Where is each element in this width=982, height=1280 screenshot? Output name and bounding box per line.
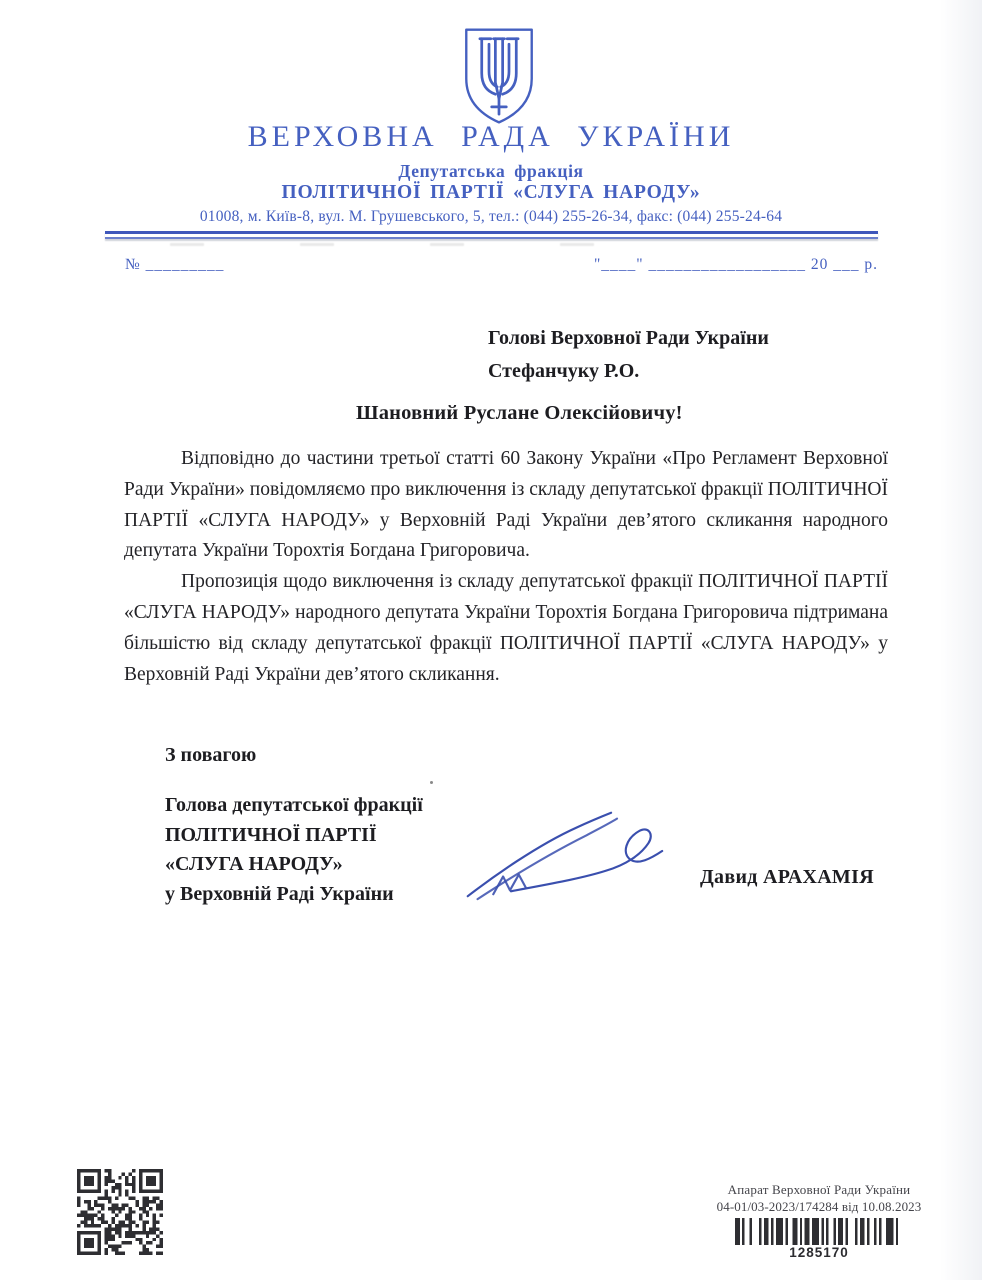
closing-regards: З повагою: [165, 744, 257, 766]
recipient-line-2: Стефанчуку Р.О.: [488, 360, 640, 382]
document-number-blank: № _________: [125, 256, 225, 273]
signer-name: Давид АРАХАМІЯ: [700, 866, 874, 888]
faction-subtitle: Депутатська фракція: [398, 161, 584, 181]
signer-title-line-1: Голова депутатської фракції: [165, 794, 423, 816]
organization-title: ВЕРХОВНА РАДА УКРАЇНИ: [247, 120, 735, 153]
letter-body: [124, 444, 888, 690]
barcode: [735, 1218, 903, 1245]
recipient-line-1: Голові Верховної Ради України: [488, 327, 769, 349]
registration-stamp: [708, 1182, 930, 1260]
address-line: 01008, м. Київ-8, вул. М. Грушевського, 5, тел.: (044) 255-26-34, факс: (044) 255-24-64: [199, 208, 783, 225]
qr-code: [77, 1169, 163, 1255]
scan-dot-artifact: [430, 781, 433, 784]
party-subtitle: ПОЛІТИЧНОЇ ПАРТІЇ «СЛУГА НАРОДУ»: [281, 182, 701, 203]
document-date-blank: "____" __________________ 20 ___ р.: [593, 256, 878, 273]
stamp-registration-number: 04-01/03-2023/174284 від 10.08.2023: [716, 1199, 922, 1214]
signer-title-line-2: ПОЛІТИЧНОЇ ПАРТІЇ: [165, 823, 377, 846]
scan-artifact: [170, 243, 690, 246]
stamp-office-line: Апарат Верховної Ради України: [727, 1182, 911, 1197]
header-divider: [105, 231, 878, 239]
signer-title-line-4: у Верховній Раді України: [165, 882, 394, 905]
paragraph-1: Відповідно до частини третьої статті 60 Закону України «Про Регламент Верховної Ради України» повідомляємо про виключення із складу депутатської фракції ПОЛІТИЧНОЇ ПАРТІЇ «СЛУГА НАРОДУ» у Верховній Раді України дев’ятого скликання народного депутата України Торохтія Богдана Григоровича.: [124, 448, 888, 562]
recipient-block: [488, 322, 769, 388]
signer-title-line-3: «СЛУГА НАРОДУ»: [165, 853, 343, 876]
paragraph-2: Пропозиція щодо виключення із складу депутатської фракції ПОЛІТИЧНОЇ ПАРТІЇ «СЛУГА НАРОДУ» народного депутата України Торохтія Богдана Григоровича підтримана більшістю від складу депутатської фракції ПОЛІТИЧНОЇ ПАРТІЇ «СЛУГА НАРОДУ» у Верховній Раді України дев’ятого скликання.: [124, 571, 888, 685]
ukraine-trident-emblem-icon: [456, 26, 542, 126]
signer-title-block: [165, 791, 423, 909]
handwritten-signature: [452, 798, 672, 906]
barcode-number: 1285170: [789, 1245, 849, 1260]
salutation: Шановний Руслане Олексійовичу!: [356, 402, 683, 424]
